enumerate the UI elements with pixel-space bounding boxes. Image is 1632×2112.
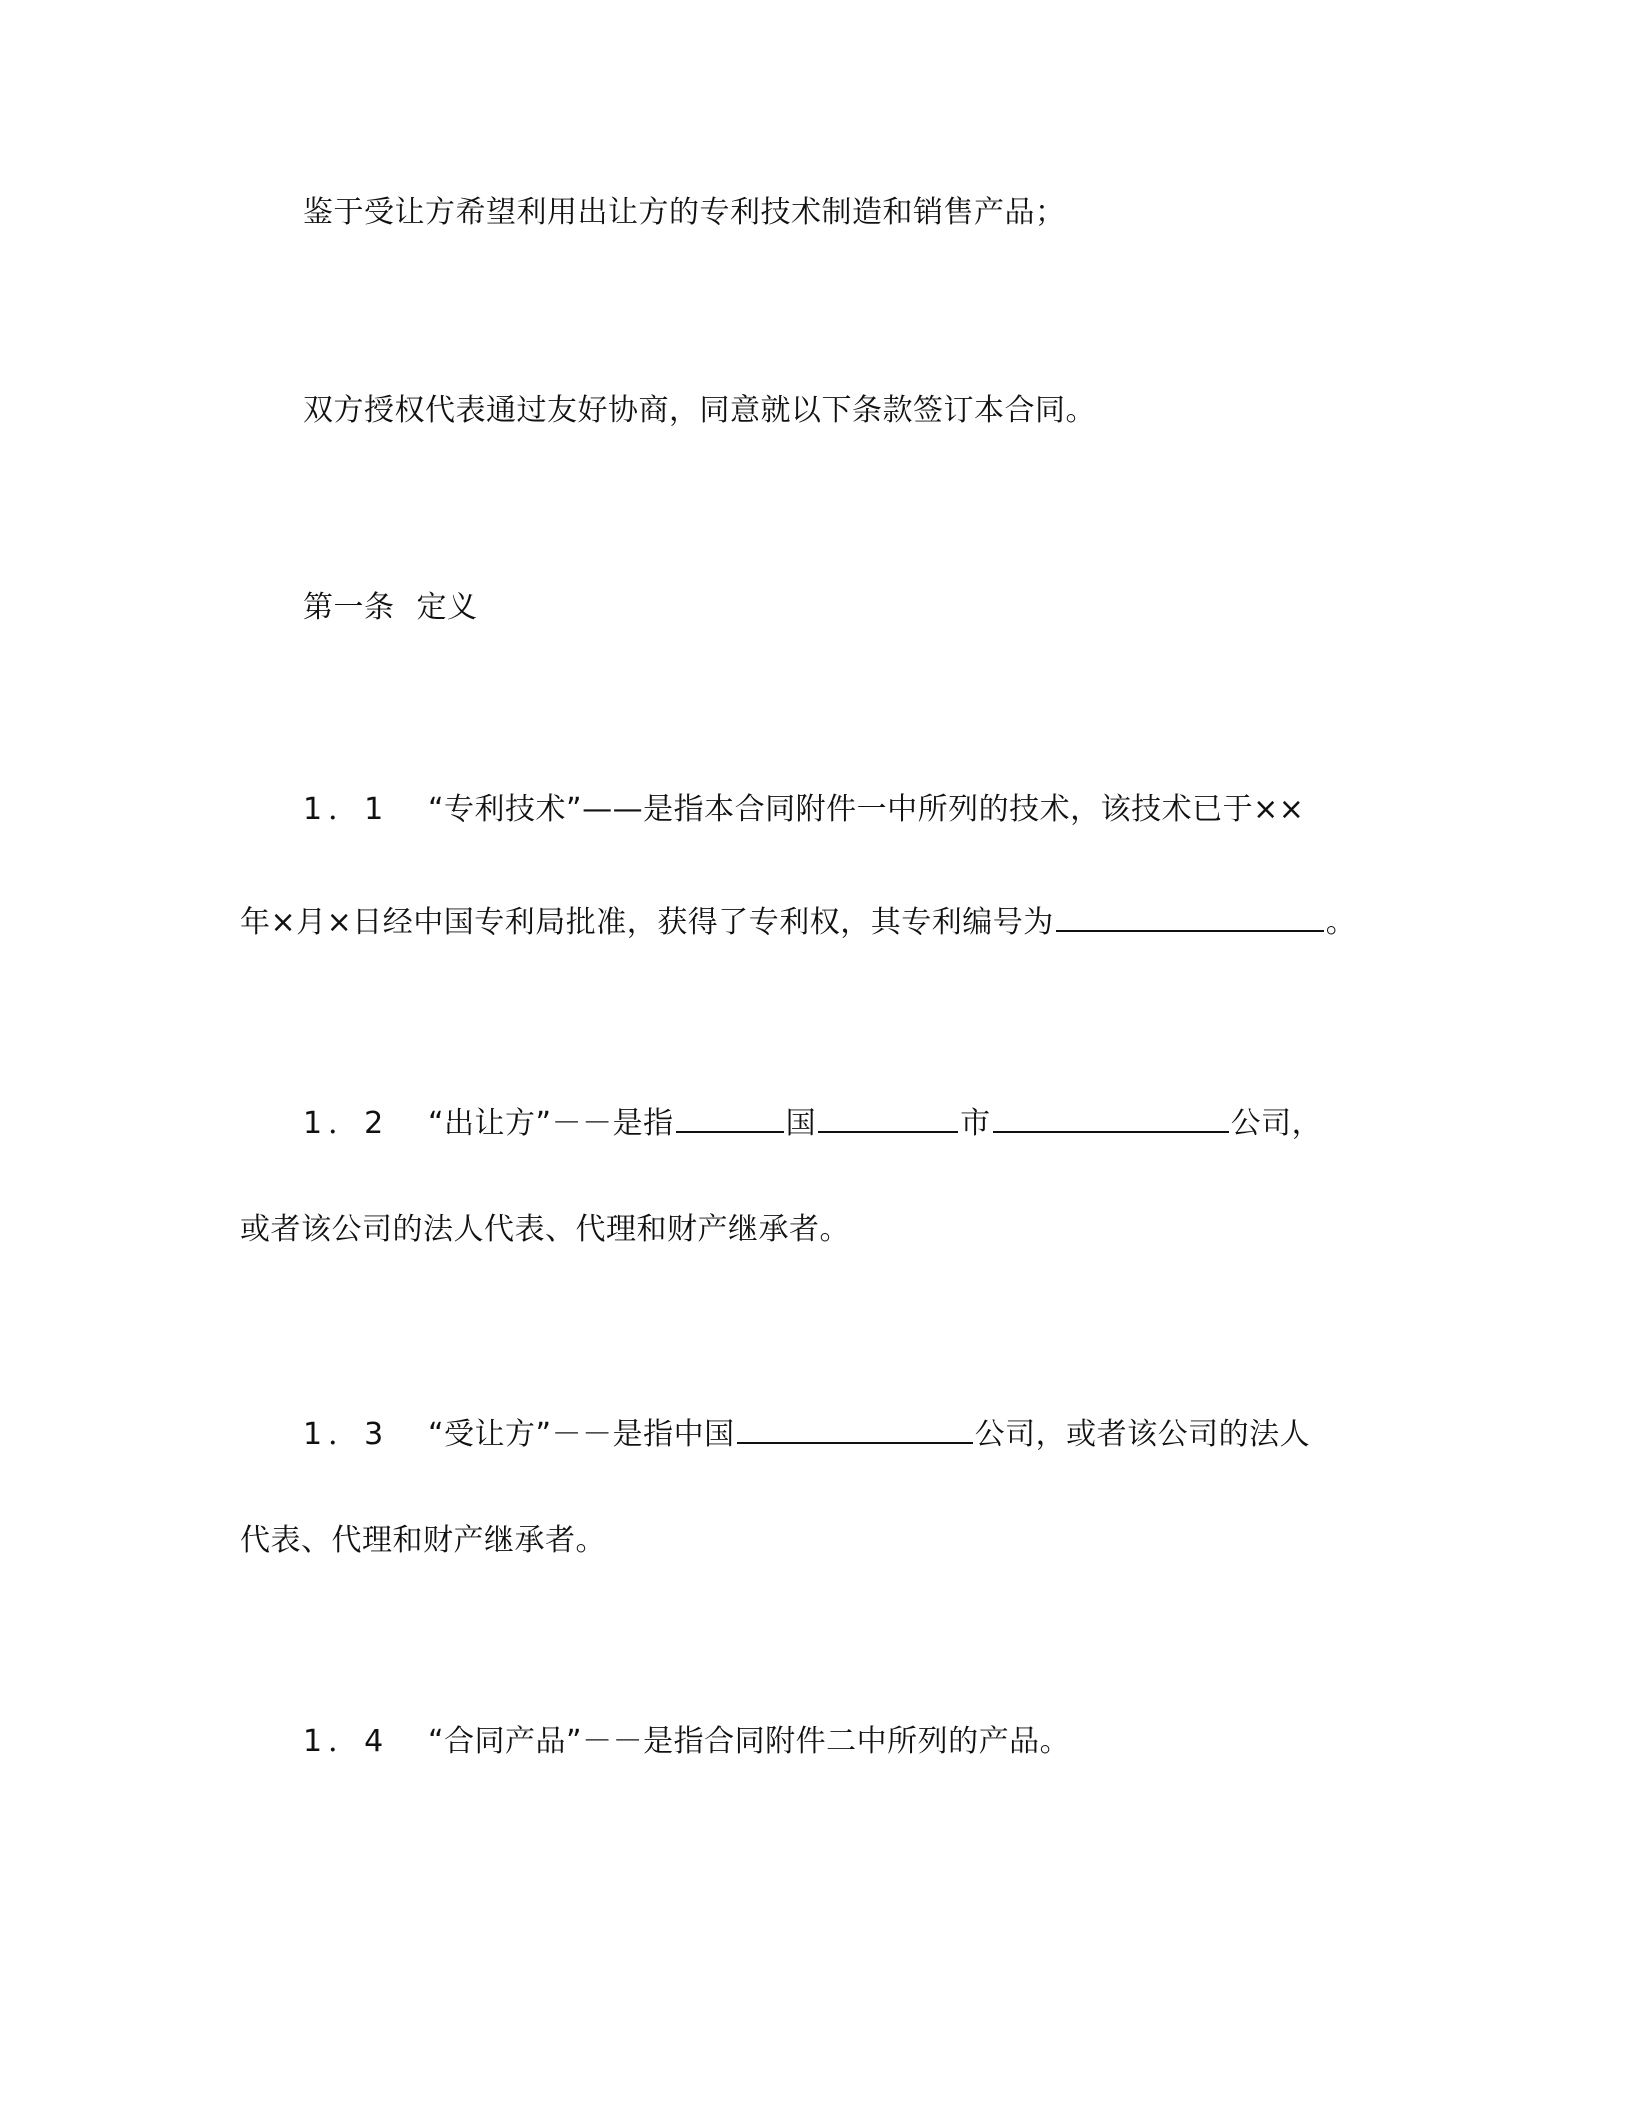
article-1-title: 定义 xyxy=(416,590,478,625)
clause-1-1-line1-text: “专利技术”——是指本合同附件一中所列的技术，该技术已于×× xyxy=(428,792,1305,827)
article-1-heading xyxy=(303,588,478,628)
company-suffix: 公司， xyxy=(1230,1106,1323,1141)
para-whereas xyxy=(303,193,1066,233)
city-suffix: 市 xyxy=(960,1106,991,1141)
clause-1-1-number: 1．1 xyxy=(303,792,390,827)
clause-1-4-number: 1．4 xyxy=(303,1724,390,1759)
clause-1-4 xyxy=(303,1722,1070,1762)
clause-1-2-line1 xyxy=(303,1101,1322,1144)
clause-1-3-line2-text: 代表、代理和财产继承者。 xyxy=(240,1523,606,1558)
clause-1-3-line2 xyxy=(240,1521,606,1561)
clause-1-4-text: “合同产品”－－是指合同附件二中所列的产品。 xyxy=(428,1724,1071,1759)
clause-1-3-line1-start: “受让方”－－是指中国 xyxy=(428,1417,735,1452)
para-agree xyxy=(303,391,1096,431)
clause-1-2-number: 1．2 xyxy=(303,1106,390,1141)
clause-1-1-line1 xyxy=(303,790,1304,830)
para-agree-text: 双方授权代表通过友好协商，同意就以下条款签订本合同。 xyxy=(303,393,1096,428)
clause-1-1-line2 xyxy=(240,900,1356,943)
clause-1-2-line1-start: “出让方”－－是指 xyxy=(428,1106,674,1141)
clause-1-3-line1-end: 公司，或者该公司的法人 xyxy=(974,1417,1311,1452)
country-blank[interactable] xyxy=(676,1101,784,1133)
patent-number-blank[interactable] xyxy=(1056,900,1324,932)
article-1-label: 第一条 xyxy=(303,590,395,625)
clause-1-1-line2-end: 。 xyxy=(1325,905,1357,940)
clause-1-3-line1 xyxy=(303,1412,1310,1455)
city-blank[interactable] xyxy=(818,1101,958,1133)
para-whereas-text: 鉴于受让方希望利用出让方的专利技术制造和销售产品； xyxy=(303,195,1066,230)
country-suffix: 国 xyxy=(785,1106,817,1141)
clause-1-3-number: 1．3 xyxy=(303,1417,390,1452)
clause-1-1-line2-text: 年×月×日经中国专利局批准，获得了专利权，其专利编号为 xyxy=(240,905,1054,940)
clause-1-2-line2-text: 或者该公司的法人代表、代理和财产继承者。 xyxy=(240,1212,850,1247)
licensee-company-blank[interactable] xyxy=(737,1412,973,1444)
licensor-company-blank[interactable] xyxy=(993,1101,1229,1133)
clause-1-2-line2 xyxy=(240,1210,850,1250)
